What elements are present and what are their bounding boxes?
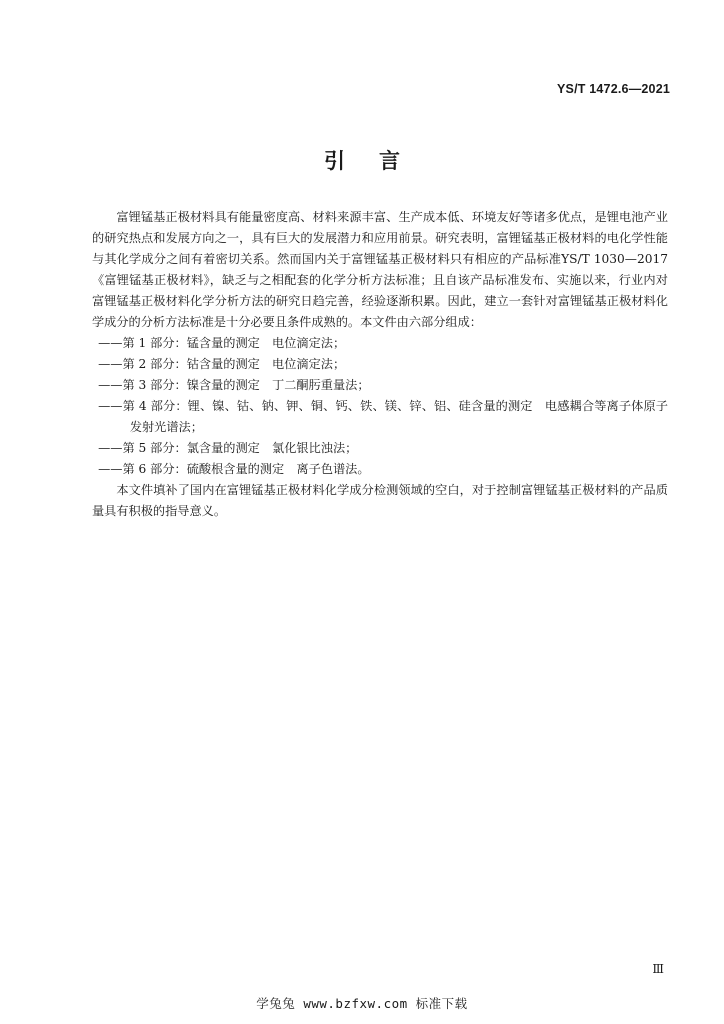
list-item: ——第 2 部分：钴含量的测定 电位滴定法；: [98, 357, 346, 371]
page-title: 引言: [324, 149, 434, 173]
standard-code: YS/T 1472.6—2021: [557, 82, 670, 96]
list-item: ——第 3 部分：镍含量的测定 丁二酮肟重量法；: [98, 378, 370, 392]
list-item: ——第 5 部分：氯含量的测定 氯化银比浊法；: [98, 441, 358, 455]
page-number: Ⅲ: [652, 962, 664, 976]
document-body: [92, 207, 668, 522]
closing-paragraph: 本文件填补了国内在富锂锰基正极材料化学成分检测领域的空白，对于控制富锂锰基正极材料的产品质量具有积极的指导意义。: [92, 483, 668, 518]
list-item: ——第 4 部分：锂、镍、钴、钠、钾、铜、钙、铁、镁、锌、铝、硅含量的测定 电感耦合等离子体原子发射光谱法；: [98, 399, 668, 434]
list-item: ——第 1 部分：锰含量的测定 电位滴定法；: [98, 336, 346, 350]
parts-list: [92, 333, 668, 480]
intro-paragraph: 富锂锰基正极材料具有能量密度高、材料来源丰富、生产成本低、环境友好等诸多优点，是锂电池产业的研究热点和发展方向之一，具有巨大的发展潜力和应用前景。研究表明，富锂锰基正极材料的电化学性能与其化学成分之间有着密切关系。然而国内关于富锂锰基正极材料只有相应的产品标准YS/T 1030—2017《富锂锰基正极材料》，缺乏与之相配套的化学分析方法标准；且自该产品标准发布、实施以来，行业内对富锂锰基正极材料化学分析方法的研究日趋完善，经验逐渐积累。因此，建立一套针对富锂锰基正极材料化学成分的分析方法标准是十分必要且条件成熟的。本文件由六部分组成：: [92, 210, 668, 329]
footer-watermark: 学兔兔 www.bzfxw.com 标准下载: [256, 996, 468, 1011]
list-item: ——第 6 部分：硫酸根含量的测定 离子色谱法。: [98, 462, 370, 476]
